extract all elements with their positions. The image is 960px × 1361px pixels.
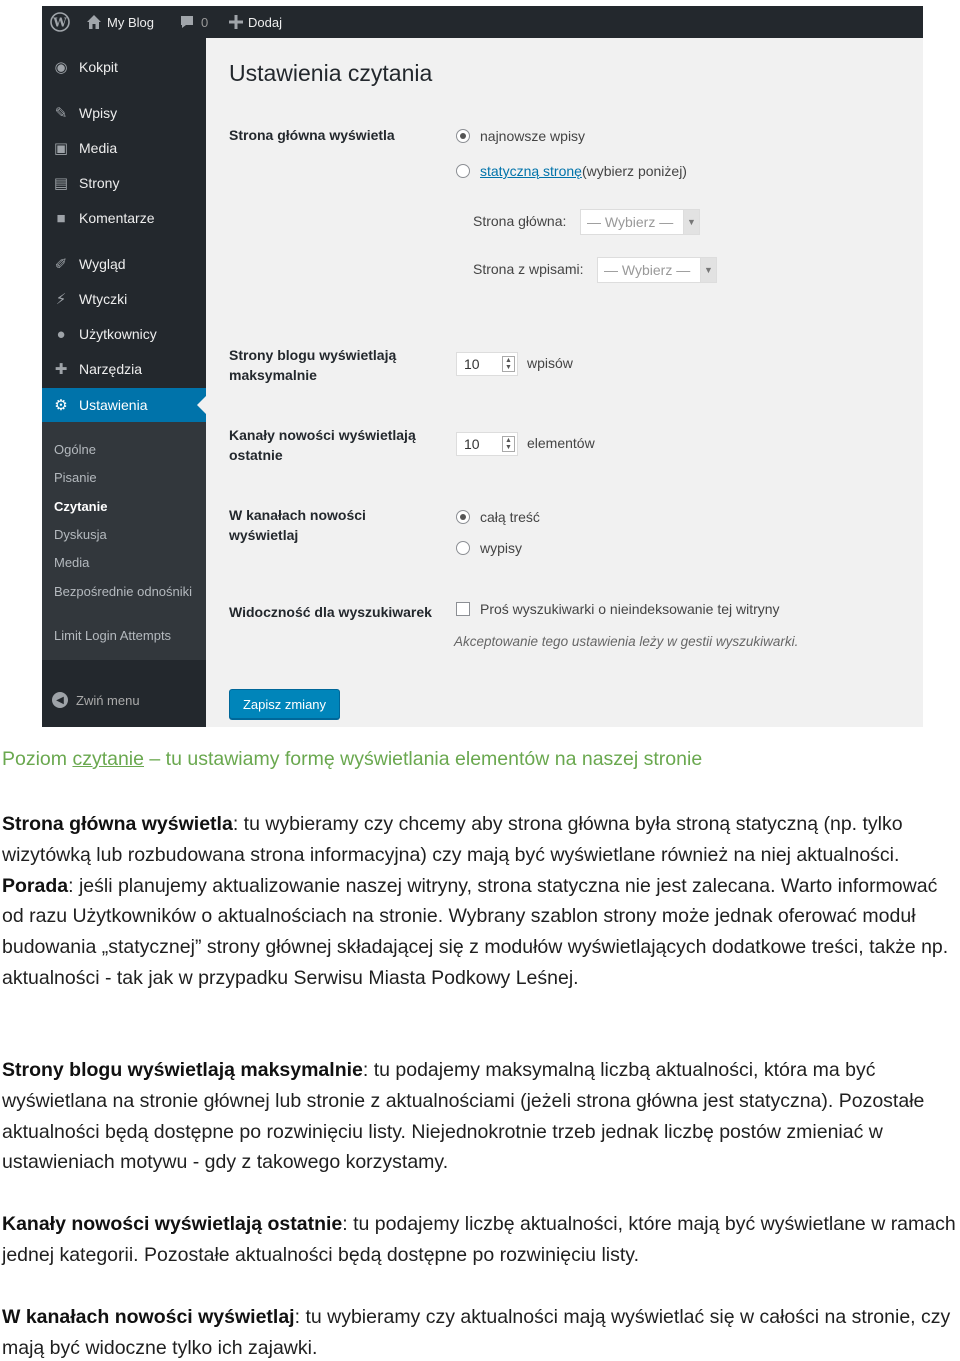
page-icon: ▤: [53, 175, 69, 192]
posts-page-select-value: — Wybierz —: [604, 262, 691, 278]
paragraph-text: : tu podajemy maksymalną liczbą aktualności, która ma być wyświetlana na stronie głównej lub stronie z aktualnościami (jeżeli strona główna jest statyczna). Pozostałe aktualności będą dostępne po rozwinięciu listy. Niejednokrotnie trzeb jednak liczbę postów zmieniać w ustawieniach motywu - gdy z takowego korzystamy.: [2, 1059, 925, 1174]
collapse-arrow-icon: ◀: [52, 692, 68, 708]
feed-items-label: Kanały nowości wyświetlają ostatnie: [229, 427, 416, 463]
term-feed-content: W kanałach nowości wyświetlaj: [2, 1306, 295, 1328]
submenu-ogolne[interactable]: Ogólne: [54, 442, 96, 457]
paragraph-front-page: [2, 809, 960, 994]
caption-link[interactable]: czytanie: [72, 748, 144, 770]
comment-icon: ■: [56, 209, 66, 227]
front-page-select[interactable]: [580, 209, 700, 235]
radio-summary[interactable]: [456, 541, 470, 555]
term-feed-items: Kanały nowości wyświetlają ostatnie: [2, 1213, 343, 1235]
posts-per-page-input[interactable]: [456, 352, 518, 376]
wordpress-logo-icon[interactable]: [50, 6, 72, 38]
visibility-description: Akceptowanie tego ustawienia leży w gestii wyszukiwarki.: [454, 634, 799, 649]
posts-per-page-unit: wpisów: [527, 355, 573, 371]
svg-text:W: W: [53, 15, 67, 30]
wrench-icon: ✚: [54, 361, 68, 378]
radio-latest-posts-label: najnowsze wpisy: [480, 128, 586, 144]
save-changes-button[interactable]: Zapisz zmiany: [229, 689, 340, 719]
admin-sidebar: [42, 38, 206, 727]
menu-item-wpisy[interactable]: [42, 96, 206, 130]
caption-prefix: Poziom: [2, 748, 73, 770]
radio-static-page-row[interactable]: [456, 163, 687, 179]
feed-items-input[interactable]: [456, 432, 518, 456]
static-page-hint: (wybierz poniżej): [581, 163, 687, 179]
radio-full-text-row[interactable]: [456, 509, 540, 525]
home-icon: [86, 14, 102, 30]
add-new-label: Dodaj: [248, 14, 282, 30]
term-posts-per-page: Strony blogu wyświetlają maksymalnie: [2, 1059, 363, 1081]
admin-bar: [42, 6, 923, 38]
menu-item-wtyczki[interactable]: [42, 282, 206, 316]
front-page-label: Strona główna wyświetla: [229, 127, 395, 143]
media-icon: ▣: [53, 140, 69, 157]
users-icon: ●: [56, 325, 66, 343]
radio-latest-posts[interactable]: [456, 129, 470, 143]
noindex-checkbox[interactable]: [456, 602, 470, 616]
menu-item-media[interactable]: [42, 131, 206, 165]
term-tip: Porada: [2, 874, 69, 897]
dashboard-icon: ◉: [54, 59, 68, 76]
term-front-page: Strona główna wyświetla: [2, 813, 233, 835]
submenu-media[interactable]: Media: [54, 555, 90, 570]
submenu-czytanie[interactable]: Czytanie: [54, 499, 108, 514]
feed-content-label: W kanałach nowości wyświetlaj: [229, 507, 366, 543]
pin-icon: ✎: [54, 105, 68, 122]
menu-item-strony[interactable]: [42, 166, 206, 200]
front-page-select-value: — Wybierz —: [587, 214, 674, 230]
menu-item-label: Użytkownicy: [79, 326, 157, 342]
menu-item-ustawienia[interactable]: [42, 388, 206, 422]
menu-item-label: Wygląd: [79, 256, 126, 272]
posts-per-page-value: 10: [464, 356, 480, 372]
static-page-link[interactable]: statyczną stronę: [480, 163, 582, 179]
visibility-label: Widoczność dla wyszukiwarek: [229, 604, 432, 620]
number-stepper-icon[interactable]: ▲ ▼: [502, 436, 515, 452]
paragraph-feed-items: [2, 1209, 960, 1271]
radio-full-text[interactable]: [456, 510, 470, 524]
radio-full-text-label: całą treść: [480, 509, 540, 525]
comments-link[interactable]: [179, 6, 208, 38]
comments-count: 0: [201, 14, 209, 30]
collapse-menu-button[interactable]: [42, 688, 206, 712]
plus-icon: [229, 15, 243, 29]
page-title: Ustawienia czytania: [229, 60, 433, 86]
posts-page-select-label: Strona z wpisami:: [473, 261, 584, 277]
figure-caption: [2, 748, 702, 771]
menu-item-label: Wtyczki: [79, 291, 128, 307]
radio-summary-row[interactable]: [456, 540, 522, 556]
submenu-dyskusja[interactable]: Dyskusja: [54, 527, 107, 542]
radio-latest-posts-row[interactable]: [456, 128, 585, 144]
menu-item-label: Komentarze: [79, 210, 155, 226]
reading-settings-screenshot: [42, 6, 923, 727]
menu-item-kokpit[interactable]: [42, 50, 206, 84]
add-new-link[interactable]: [229, 6, 282, 38]
menu-item-label: Ustawienia: [79, 397, 148, 413]
noindex-checkbox-row[interactable]: [456, 601, 780, 617]
settings-submenu: [42, 422, 206, 660]
feed-items-value: 10: [464, 436, 480, 452]
menu-item-label: Strony: [79, 175, 120, 191]
settings-content: [206, 38, 923, 727]
submenu-limit-login-attempts[interactable]: Limit Login Attempts: [54, 628, 172, 643]
paragraph-text: : tu wybieramy czy chcemy aby strona główna była stroną statyczną (np. tylko wizytówką lub rozbudowana strona informacyjna) czy mają być wyświetlane również na niej aktualności.: [2, 813, 903, 866]
menu-item-uzytkownicy[interactable]: [42, 317, 206, 351]
site-name: My Blog: [107, 14, 154, 30]
settings-icon: ⚙: [54, 397, 68, 414]
paragraph-posts-per-page: [2, 1055, 960, 1178]
number-stepper-icon[interactable]: ▲ ▼: [502, 356, 515, 372]
collapse-menu-label: Zwiń menu: [76, 692, 140, 708]
posts-page-select[interactable]: [597, 257, 717, 283]
plugin-icon: ⚡: [55, 291, 67, 308]
submenu-bezposrednie-odnosniki[interactable]: Bezpośrednie odnośniki: [54, 584, 193, 599]
noindex-checkbox-label: Proś wyszukiwarki o nieindeksowanie tej witryny: [480, 601, 780, 617]
feed-items-unit: elementów: [527, 435, 595, 451]
radio-static-page[interactable]: [456, 164, 470, 178]
menu-item-label: Kokpit: [79, 59, 118, 75]
caption-text: – tu ustawiamy formę wyświetlania elementów na naszej stronie: [144, 748, 703, 770]
paragraph-text: : tu podajemy liczbę aktualności, które mają być wyświetlane w ramach jednej kategorii. Pozostałe aktualności będą dostępne po rozwinięciu listy.: [2, 1213, 956, 1266]
submenu-pisanie[interactable]: Pisanie: [54, 470, 97, 485]
brush-icon: ✐: [54, 256, 68, 273]
chevron-down-icon: ▼: [700, 258, 716, 282]
paragraph-text: : jeśli planujemy aktualizowanie naszej witryny, strona statyczna nie jest zalecana. Warto informować od razu Użytkowników o aktualnościach na stronie. Wybrany szablon strony może jednak oferować moduł budowania „statycznej” strony głównej składającej się z modułów wyświetlających dodatkowe treści, także np. aktualności - tak jak w przypadku Serwisu Miasta Podkowy Leśnej.: [2, 874, 949, 989]
chevron-down-icon: ▼: [683, 210, 699, 234]
comment-bubble-icon: [179, 14, 195, 30]
menu-item-label: Wpisy: [79, 105, 118, 121]
front-page-select-label: Strona główna:: [473, 213, 567, 229]
menu-item-wyglad[interactable]: [42, 247, 206, 281]
posts-per-page-label: Strony blogu wyświetlają maksymalnie: [229, 347, 397, 383]
menu-item-komentarze[interactable]: [42, 201, 206, 235]
radio-summary-label: wypisy: [480, 540, 523, 556]
menu-item-narzedzia[interactable]: [42, 352, 206, 386]
paragraph-feed-content: [2, 1302, 960, 1361]
menu-item-label: Narzędzia: [79, 361, 143, 377]
paragraph-text: : tu wybieramy czy aktualności mają wyświetlać się w całości na stronie, czy mają być widoczne tylko ich zajawki.: [2, 1306, 951, 1359]
menu-item-label: Media: [79, 140, 118, 156]
site-home-link[interactable]: [86, 6, 154, 38]
